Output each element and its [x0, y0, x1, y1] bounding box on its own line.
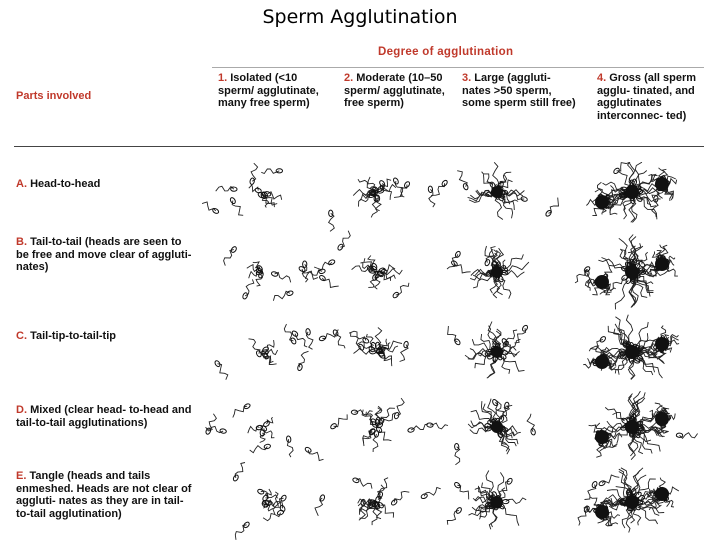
- row-text: Head-to-head: [30, 178, 101, 190]
- sperm-tail: [256, 275, 262, 286]
- agglutination-cell: [583, 315, 679, 380]
- column-number: 3.: [462, 72, 472, 84]
- section-divider: [14, 146, 704, 147]
- agglutinate-core: [595, 430, 609, 444]
- sperm-tail: [266, 340, 275, 350]
- column-header-isolated: [218, 72, 333, 110]
- sperm-tail: [396, 283, 409, 295]
- column-number: 2.: [344, 72, 354, 84]
- column-header-gross: [597, 72, 709, 122]
- page-title: Sperm Agglutination: [262, 6, 458, 28]
- row-label-tangle: [16, 470, 196, 520]
- agglutination-cell: [319, 328, 409, 367]
- sperm-tail: [249, 339, 261, 354]
- row-text: Tangle (heads and tails enmeshed. Heads are not clear of aggluti- nates as they are in tail- to-tail agglutination): [16, 470, 192, 520]
- row-label-tail-tip: [16, 330, 196, 343]
- sperm-tail: [486, 471, 494, 495]
- agglutinate-core: [655, 487, 669, 501]
- agglutination-cell: [305, 231, 409, 299]
- agglutinate-core: [595, 275, 609, 289]
- agglutinate-core: [655, 257, 669, 271]
- sperm-head: [330, 423, 338, 430]
- sperm-head: [232, 474, 239, 482]
- agglutination-cell: [315, 477, 441, 525]
- header-divider: [212, 67, 704, 68]
- row-label-tail-to-tail: [16, 236, 196, 274]
- row-letter: C.: [16, 330, 27, 342]
- agglutinate-core: [595, 195, 609, 209]
- sperm-tail: [232, 201, 243, 216]
- sperm-head: [393, 177, 400, 185]
- sperm-head: [521, 324, 528, 332]
- sperm-tail: [381, 505, 394, 518]
- sperm-tail: [637, 252, 647, 266]
- sperm-head: [276, 169, 282, 173]
- sperm-tail: [495, 196, 503, 219]
- sperm-tail: [275, 272, 291, 282]
- column-number: 4.: [597, 72, 607, 84]
- agglutinate-core: [491, 266, 503, 278]
- agglutinate-core: [491, 346, 503, 358]
- column-text: Isolated (<10 sperm/ agglutinate, many free sperm): [218, 72, 319, 109]
- sperm-tail: [379, 430, 391, 441]
- sperm-head: [303, 261, 307, 267]
- sperm-illustrations: [202, 162, 708, 540]
- row-text: Mixed (clear head- to-head and tail-to-tail agglutinations): [16, 404, 192, 429]
- column-text: Gross (all sperm agglu- tinated, and agglutinates interconnec- ted): [597, 72, 697, 122]
- row-label-mixed: [16, 404, 196, 429]
- sperm-tail: [202, 202, 216, 211]
- row-letter: D.: [16, 404, 27, 416]
- agglutinate-core: [625, 265, 639, 279]
- sperm-tail: [617, 162, 630, 171]
- sperm-head: [462, 183, 468, 191]
- sperm-head: [530, 428, 536, 435]
- row-text: Tail-tip-to-tail-tip: [30, 330, 116, 342]
- sperm-head: [328, 210, 333, 217]
- agglutinate-core: [625, 420, 639, 434]
- agglutination-cell: [447, 246, 529, 299]
- sperm-head: [585, 270, 590, 277]
- sperm-tail: [334, 414, 348, 426]
- column-header-large: [462, 72, 577, 110]
- agglutination-figure: [0, 40, 720, 540]
- sperm-tail: [502, 506, 519, 526]
- column-header-moderate: [344, 72, 459, 110]
- agglutinate-core: [491, 496, 503, 508]
- agglutination-cell: [589, 391, 698, 460]
- agglutinate-core: [491, 186, 503, 198]
- agglutinate-core: [595, 505, 609, 519]
- sperm-head: [484, 259, 490, 267]
- agglutination-cell: [232, 463, 287, 540]
- sperm-tail: [264, 428, 275, 437]
- row-label-head-to-head: [16, 178, 196, 191]
- agglutinate-core: [625, 495, 639, 509]
- sperm-head: [676, 433, 682, 437]
- agglutination-cell: [214, 324, 313, 380]
- agglutinate-core: [491, 421, 503, 433]
- sperm-head: [243, 403, 251, 410]
- agglutinate-core: [625, 185, 639, 199]
- agglutination-cell: [447, 471, 526, 530]
- sperm-head: [378, 352, 386, 359]
- agglutinate-core: [595, 355, 609, 369]
- sperm-tail: [235, 463, 245, 478]
- sperm-tail: [590, 497, 599, 508]
- agglutinate-core: [625, 345, 639, 359]
- agglutinate-core: [655, 177, 669, 191]
- agglutination-cell: [578, 468, 679, 533]
- sperm-head: [545, 210, 552, 218]
- sperm-tail: [382, 356, 392, 367]
- agglutination-cell: [586, 162, 676, 222]
- column-text: Large (aggluti- nates >50 sperm, some sperm still free): [462, 72, 576, 109]
- agglutination-cell: [448, 322, 529, 379]
- agglutination-cell: [224, 246, 318, 301]
- row-letter: A.: [16, 178, 27, 190]
- row-letter: E.: [16, 470, 27, 482]
- sperm-head: [351, 410, 358, 414]
- sperm-head: [242, 292, 248, 300]
- sperm-tail: [606, 206, 618, 215]
- sperm-head: [230, 246, 237, 254]
- sperm-head: [286, 436, 291, 443]
- agglutination-cell: [202, 163, 283, 215]
- agglutinate-core: [655, 337, 669, 351]
- sperm-tail: [356, 479, 372, 489]
- column-number: 1.: [218, 72, 228, 84]
- sperm-head: [212, 207, 220, 214]
- sperm-head: [520, 196, 527, 202]
- sperm-head: [441, 179, 448, 187]
- agglutinate-core: [655, 412, 669, 426]
- sperm-head: [599, 336, 606, 344]
- agglutination-cell: [330, 398, 448, 452]
- sperm-tail: [498, 472, 504, 498]
- sperm-tail: [299, 351, 309, 367]
- parts-header: Parts involved: [16, 90, 92, 102]
- row-letter: B.: [16, 236, 27, 248]
- sperm-tail: [619, 238, 631, 265]
- agglutination-cell: [575, 235, 678, 310]
- sperm-tail: [493, 162, 499, 188]
- sperm-tail: [250, 446, 268, 453]
- agglutination-cell: [328, 177, 434, 232]
- degree-header: Degree of agglutination: [378, 46, 514, 58]
- sperm-head: [362, 337, 370, 344]
- sperm-tail: [634, 322, 648, 347]
- sperm-tail: [322, 330, 338, 339]
- row-text: Tail-to-tail (heads are seen to be free and move clear of aggluti- nates): [16, 236, 192, 273]
- sperm-tail: [457, 171, 467, 187]
- agglutination-cell: [431, 162, 558, 219]
- sperm-head: [454, 251, 461, 259]
- column-text: Moderate (10–50 sperm/ agglutinate, free sperm): [344, 72, 445, 109]
- sperm-tail: [368, 256, 375, 267]
- sperm-tail: [366, 412, 374, 422]
- sperm-head: [319, 494, 325, 502]
- sperm-tail: [615, 280, 628, 309]
- sperm-head: [454, 443, 459, 450]
- sperm-head: [231, 187, 238, 191]
- sperm-tail: [395, 181, 404, 197]
- agglutination-cell: [205, 403, 323, 461]
- sperm-tail: [598, 259, 624, 269]
- sperm-tail: [638, 507, 658, 524]
- agglutination-cell: [454, 399, 536, 465]
